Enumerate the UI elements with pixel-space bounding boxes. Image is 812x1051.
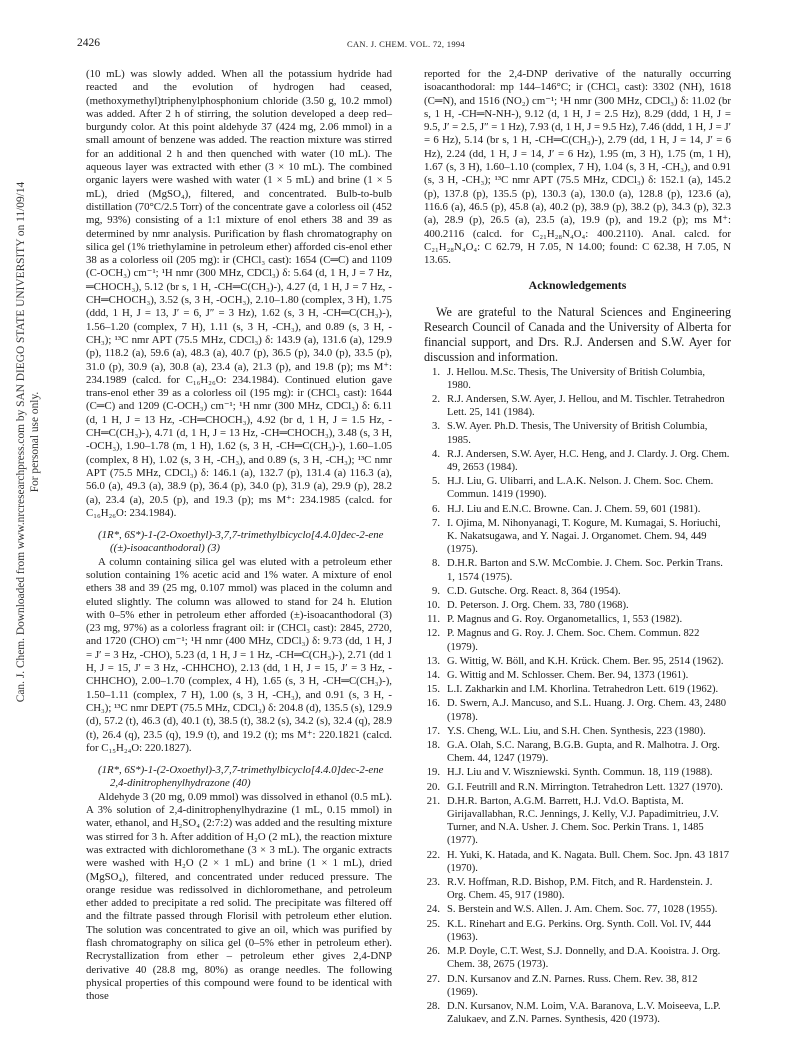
reference-number: 10. (426, 600, 440, 612)
reference-number: 17. (426, 725, 440, 737)
reference-item (424, 973, 731, 999)
reference-number: 18. (426, 740, 440, 752)
reference-number: 21. (426, 795, 440, 807)
experimental-paragraph-isoacanthodoral: A column containing silica gel was eluted with a petroleum ether solution containing 1% acetic acid and 1% water. A mixture of enol ethers 38 and 39 (25 mg, 0.107 mmol) was placed in the column and eluted slightly. The column was allowed to stand for 24 h. Elution with 0–5% ether in petroleum ether afforded (±)-isoacanthodoral (3) (23 mg, 97%) as a colorless fragrant oil: ir (CHCl₃ cast): 2845, 2720, and 1720 (CHO) cm⁻¹; ¹H nmr (400 MHz, CDCl₃) δ: 9.73 (dd, 1 H, J = J′ = 3 Hz, -CHO), 5.23 (d, 1 H, J = 1 Hz, -CH═C(CH₃)-), 2.71 (dd 1 H, J = 15, J′ = 3 Hz, -CHHCHO), 2.13 (dd, 1 H, J = 15, J′ = 3 Hz, -CHHCHO), 2.00–1.70 (complex, 4 H), 1.65 (s, 3 H, -CH═C(CH₃)-), 1.50–1.11 (complex, 7 H), 1.00 (s, 3 H, -CH₃), and 0.91 (s, 3 H, -CH₃); ¹³C nmr DEPT (75.5 MHz, CDCl₃) δ: 204.8 (d), 135.5 (s), 129.9 (d), 57.2 (t), 46.3 (d), 40.1 (t), 38.5 (t), 38.2 (s), 34.2 (s), 32.4 (q), 28.9 (t), 26.4 (q), 23.5 (q), 19.9 (t), and 19.2 (t); ms M⁺: 220.1821 (calcd. for C₁₅H₂₄O: 220.1827). (86, 555, 392, 754)
left-column (86, 68, 392, 1003)
reference-item (424, 903, 731, 916)
reference-number: 5. (432, 476, 440, 488)
reference-text: H.J. Liu and E.N.C. Browne. Can. J. Chem. 59, 601 (1981). (447, 503, 701, 515)
compound-heading-isoacanthodoral (86, 529, 392, 555)
reference-text: J. Hellou. M.Sc. Thesis, The University of British Columbia, 1980. (447, 366, 705, 391)
reference-number: 6. (432, 503, 440, 515)
reference-item (424, 655, 731, 668)
reference-number: 15. (426, 684, 440, 696)
reference-text: D.N. Kursanov and Z.N. Parnes. Russ. Chem. Rev. 38, 812 (1969). (447, 973, 698, 998)
reference-number: 19. (426, 767, 440, 779)
reference-item (424, 849, 731, 875)
personal-use-notice: For personal use only. (29, 391, 41, 493)
reference-text: Y.S. Cheng, W.L. Liu, and S.H. Chen. Synthesis, 223 (1980). (447, 725, 706, 737)
reference-number: 4. (432, 448, 440, 460)
reference-text: G.A. Olah, S.C. Narang, B.G.B. Gupta, and R. Malhotra. J. Org. Chem. 44, 1247 (1979). (447, 740, 720, 765)
reference-item (424, 669, 731, 682)
reference-number: 2. (432, 393, 440, 405)
page-number: 2426 (77, 37, 100, 49)
reference-item (424, 557, 731, 583)
reference-item (424, 448, 731, 474)
reference-number: 16. (426, 698, 440, 710)
experimental-paragraph-continued: reported for the 2,4-DNP derivative of the naturally occurring isoacanthodoral: mp 144–146°C; ir (CHCl₃ cast): 3302 (NH), 1618 (C═N), and 1516 (NO₂) cm⁻¹; ¹H nmr (300 MHz, CDCl₃) δ: 11.02 (br s, 1 H, -CH═N-NH-), 9.12 (d, 1 H, J = 2.5 Hz), 8.29 (ddd, 1 H, J = 9.5, J′ = 2.5, J″ = 1 Hz), 7.93 (d, 1 H, J = 9.5 Hz), 7.46 (ddd, 1 H, J = J′ = 6 Hz), 5.14 (br s, 1 H, -CH═C(CH₃)-), 2.79 (dd, 1 H, J = 14, J′ = 6 Hz), 2.24 (dd, 1 H, J = 14, J′ = 6 Hz), 1.95 (m, 3 H), 1.75 (m, 1 H), 1.67 (s, 3 H), 1.60–1.10 (complex, 7 H), 1.04 (s, 3 H, -CH₃), and 0.91 (s, 3 H, -CH₃); ¹³C nmr APT (75.5 MHz, CDCl₃) δ: 152.1 (a), 145.2 (p), 137.8 (p), 135.5 (p), 130.3 (a), 130.0 (a), 128.8 (p), 123.6 (a), 116.6 (a), 46.5 (p), 45.8 (a), 40.2 (p), 38.9 (p), 38.2 (p), 34.3 (p), 32.3 (a), 28.9 (p), 26.5 (a), 23.5 (a), 19.9 (p), and 19.2 (p); ms M⁺: 400.2116 (calcd. for C₂₁H₂₈N₄O₄: 400.2110). Anal. calcd. for C₂₁H₂₈N₄O₄: C 62.79, H 7.05, N 14.00; found: C 62.38, H 7.05, N 13.65. (424, 68, 731, 267)
reference-item (424, 503, 731, 516)
reference-text: C.D. Gutsche. Org. React. 8, 364 (1954). (447, 585, 621, 597)
reference-text: R.J. Andersen, S.W. Ayer, H.C. Heng, and J. Clardy. J. Org. Chem. 49, 2653 (1984). (447, 448, 730, 473)
reference-text: H.J. Liu, G. Ulibarri, and L.A.K. Nelson. J. Chem. Soc. Chem. Commun. 1419 (1990). (447, 476, 714, 501)
experimental-paragraph-dnp: Aldehyde 3 (20 mg, 0.09 mmol) was dissolved in ethanol (0.5 mL). A 3% solution of 2,4-dinitrophenylhydrazine (1 mL, 0.15 mmol) in water, ethanol, and H₂SO₄ (2:7:2) was added and the resulting mixture was stirred for 3 h. After addition of H₂O (2 mL), the reaction mixture was extracted with dichloromethane (3 × 3 mL). The organic extracts were washed with H₂O (2 × 1 mL) and brine (1 × 1 mL), dried (MgSO₄), filtered, and concentrated under reduced pressure. The orange residue was redissolved in dichloromethane, and petroleum ether added to precipitate a red solid. The precipitate was filtered off and the filtrate passed through Florisil with petroleum ether elution. The solution was concentrated to give an oil, which was purified by flash chromatography on silica gel (0–5% ether in petroleum ether). Recrystallization from ether – petroleum ether gives 2,4-DNP derivative 40 (28.8 mg, 80%) as orange needles. The following physical properties of this compound were found to be identical with those (86, 790, 392, 1003)
compound-heading-line: 2,4-dinitrophenylhydrazone (40) (110, 776, 251, 789)
reference-item (424, 599, 731, 612)
reference-text: P. Magnus and G. Roy. J. Chem. Soc. Chem. Commun. 822 (1979). (447, 628, 700, 653)
reference-text: D. Swern, A.J. Mancuso, and S.L. Huang. J. Org. Chem. 43, 2480 (1978). (447, 698, 727, 723)
reference-text: P. Magnus and G. Roy. Organometallics, 1, 553 (1982). (447, 614, 683, 626)
reference-number: 14. (426, 670, 440, 682)
right-column (424, 68, 731, 1027)
reference-item (424, 781, 731, 794)
experimental-paragraph-enol-ethers: (10 mL) was slowly added. When all the potassium hydride had reacted and the evolution of hydrogen had ceased, (methoxymethyl)triphenylphosphonium chloride (3.50 g, 10.2 mmol) was added. After 2 h of stirring, the solution developed a deep red–burgundy color. At this point aldehyde 37 (424 mg, 2.06 mmol) in a small amount of benzene was added. The reaction mixture was stirred for an additional 2 h and then quenched with water (10 mL). The aqueous layer was extracted with ether (3 × 10 mL). The combined organic layers were washed with water (1 × 5 mL) and brine (1 × 5 mL), dried (MgSO₄), filtered, and concentrated. Bulb-to-bulb distillation (70°C/2.5 Torr) of the concentrate gave a colorless oil (452 mg, 93%) consisting of a 1:1 mixture of enol ethers 38 and 39 as determined by nmr analysis. Purification by flash chromatography on silica gel (1% triethylamine in petroleum ether) afforded cis-enol ether 38 as a colorless oil (205 mg): ir (CHCl₃ cast): 1654 (C═C) and 1109 (C-OCH₃) cm⁻¹; ¹H nmr (300 MHz, CDCl₃) δ: 5.64 (d, 1 H, J = 7 Hz, ═CHOCH₃), 5.12 (br s, 1 H, -CH═C(CH₃)-), 4.27 (d, 1 H, J = 7 Hz, -CH═CHOCH₃), 3.52 (s, 3 H, -OCH₃), 2.10–1.80 (complex, 3 H), 1.75 (ddd, 1 H, J = 13, J′ = 6, J″ = 3 Hz), 1.62 (s, 3 H, -CH═C(CH₃)-), 1.56–1.20 (complex, 7 H), 1.11 (s, 3 H, -CH₃), and 0.89 (s, 3 H, -CH₃); ¹³C nmr APT (75.5 MHz, CDCl₃) δ: 143.9 (a), 131.6 (a), 129.9 (p), 118.2 (a), 59.6 (a), 48.3 (a), 40.7 (p), 36.5 (p), 34.0 (p), 33.5 (p), 31.0 (p), 30.9 (a), 30.8 (a), 23.4 (a), 21.3 (p), and 19.8 (p); ms M⁺: 234.1989 (calcd. for C₁₆H₂₆O: 234.1984). Continued elution gave trans-enol ether 39 as a colorless oil (195 mg): ir (CHCl₃ cast): 1644 (C═C) and 1209 (C-OCH₃) cm⁻¹; ¹H nmr (300 MHz, CDCl₃) δ: 6.11 (d, 1 H, J = 13 Hz, -CH═CHOCH₃), 4.92 (br d, 1 H, J = 1.5 Hz, -CH═C(CH₃)-), 4.71 (d, 1 H, J = 13 Hz, -CH═CHOCH₃), 3.48 (s, 3 H, -OCH₃), 1.90–1.78 (m, 1 H), 1.62 (s, 3 H, -CH═C(CH₃)-), 1.60–1.05 (complex, 8 H), 1.02 (s, 3 H, -CH₃), and 0.89 (s, 3 H, -CH₃); ¹³C nmr APT (75.5 MHz, CDCl₃) δ: 146.1 (a), 132.7 (p), 131.4 (a) 116.3 (a), 56.0 (a), 49.3 (a), 38.9 (p), 36.4 (p), 34.0 (p), 31.9 (a), 29.9 (p), 28.2 (a), 23.4 (a), 20.5 (p), and 19.3 (p); ms M⁺: 234.1985 (calcd. for C₁₆H₂₆O: 234.1984). (86, 68, 392, 519)
reference-item (424, 945, 731, 971)
reference-number: 13. (426, 655, 440, 667)
reference-item (424, 613, 731, 626)
reference-text: G. Wittig, W. Böll, and K.H. Krück. Chem. Ber. 95, 2514 (1962). (447, 655, 724, 667)
acknowledgements-heading: Acknowledgements (528, 278, 627, 293)
reference-text: D. Peterson. J. Org. Chem. 33, 780 (1968). (447, 600, 629, 612)
reference-item (424, 393, 731, 419)
reference-text: G.I. Feutrill and R.N. Mirrington. Tetrahedron Lett. 1327 (1970). (447, 781, 723, 793)
reference-text: M.P. Doyle, C.T. West, S.J. Donnelly, and D.A. Kooistra. J. Org. Chem. 38, 2675 (1973). (447, 946, 721, 971)
reference-text: S.W. Ayer. Ph.D. Thesis, The University of British Columbia, 1985. (447, 421, 708, 446)
compound-heading-line: (1R*, 6S*)-1-(2-Oxoethyl)-3,7,7-trimethylbicyclo[4.4.0]dec-2-ene (98, 529, 384, 542)
reference-item (424, 585, 731, 598)
reference-item (424, 918, 731, 944)
reference-number: 3. (432, 421, 440, 433)
reference-item (424, 627, 731, 653)
reference-item (424, 697, 731, 723)
download-notice-line: Can. J. Chem. Downloaded from www.nrcresearchpress.com by SAN DIEGO STATE UNIVERSITY on 11/09/14 (15, 181, 27, 703)
reference-number: 7. (432, 517, 440, 529)
reference-text: D.H.R. Barton and S.W. McCombie. J. Chem. Soc. Perkin Trans. 1, 1574 (1975). (447, 558, 723, 583)
reference-text: D.N. Kursanov, N.M. Loim, V.A. Baranova, L.V. Moiseeva, L.P. Zalukaev, and Z.N. Parnes. Synthesis, 420 (1973). (447, 1000, 721, 1026)
running-head: CAN. J. CHEM. VOL. 72, 1994 (347, 39, 465, 49)
reference-number: 25. (426, 918, 440, 930)
reference-text: K.L. Rinehart and E.G. Perkins. Org. Synth. Coll. Vol. IV, 444 (1963). (447, 918, 712, 943)
reference-text: R.V. Hoffman, R.D. Bishop, P.M. Fitch, and R. Hardenstein. J. Org. Chem. 45, 917 (1980). (447, 877, 713, 902)
reference-number: 9. (432, 585, 440, 597)
reference-item (424, 739, 731, 765)
reference-item (424, 725, 731, 738)
reference-text: L.I. Zakharkin and I.M. Khorlina. Tetrahedron Lett. 619 (1962). (447, 684, 719, 696)
reference-item (424, 795, 731, 848)
compound-heading-line: ((±)-isoacanthodoral) (3) (110, 541, 220, 554)
reference-number: 20. (426, 781, 440, 793)
compound-heading-dnp (86, 764, 392, 790)
reference-text: R.J. Andersen, S.W. Ayer, J. Hellou, and M. Tischler. Tetrahedron Lett. 25, 141 (1984). (447, 393, 725, 419)
reference-number: 8. (432, 558, 440, 570)
acknowledgements-text: We are grateful to the Natural Sciences and Engineering Research Council of Canada and the University of Alberta for financial support, and Drs. R.J. Andersen and S.W. Ayer for discussion and information. (424, 304, 731, 365)
download-notice (14, 12, 44, 872)
reference-text: H. Yuki, K. Hatada, and K. Nagata. Bull. Chem. Soc. Jpn. 43 1817 (1970). (447, 849, 730, 874)
reference-number: 27. (426, 973, 440, 985)
reference-number: 22. (426, 849, 440, 861)
reference-text: G. Wittig and M. Schlosser. Chem. Ber. 94, 1373 (1961). (447, 670, 689, 682)
reference-item (424, 683, 731, 696)
compound-heading-line: (1R*, 6S*)-1-(2-Oxoethyl)-3,7,7-trimethylbicyclo[4.4.0]dec-2-ene (98, 764, 384, 777)
reference-text: D.H.R. Barton, A.G.M. Barrett, H.J. Vd.O. Baptista, M. Girijavallabhan, R.C. Jennings, J. Kelly, V.J. Papadimitrieu, J.V. Turner, and N.A. Usher. J. Chem. Soc. Perkin Trans. 1, 1485 (1977). (447, 795, 719, 847)
reference-item (424, 876, 731, 902)
reference-text: H.J. Liu and V. Wiszniewski. Synth. Commun. 18, 119 (1988). (447, 767, 713, 779)
reference-item (424, 366, 731, 392)
reference-list (424, 366, 731, 1027)
reference-item (424, 420, 731, 446)
reference-text: I. Ojima, M. Nihonyanagi, T. Kogure, M. Kumagai, S. Horiuchi, K. Nakatsugawa, and Y. Nagai. J. Organomet. Chem. 94, 449 (1975). (447, 517, 721, 556)
reference-number: 23. (426, 877, 440, 889)
reference-item (424, 475, 731, 501)
reference-number: 26. (426, 946, 440, 958)
reference-number: 12. (426, 628, 440, 640)
reference-text: S. Berstein and W.S. Allen. J. Am. Chem. Soc. 77, 1028 (1955). (447, 904, 718, 916)
reference-item (424, 1000, 731, 1026)
reference-number: 24. (426, 904, 440, 916)
reference-item (424, 766, 731, 779)
reference-number: 11. (427, 614, 440, 626)
reference-number: 1. (432, 366, 440, 378)
reference-number: 28. (426, 1000, 440, 1012)
reference-item (424, 517, 731, 557)
